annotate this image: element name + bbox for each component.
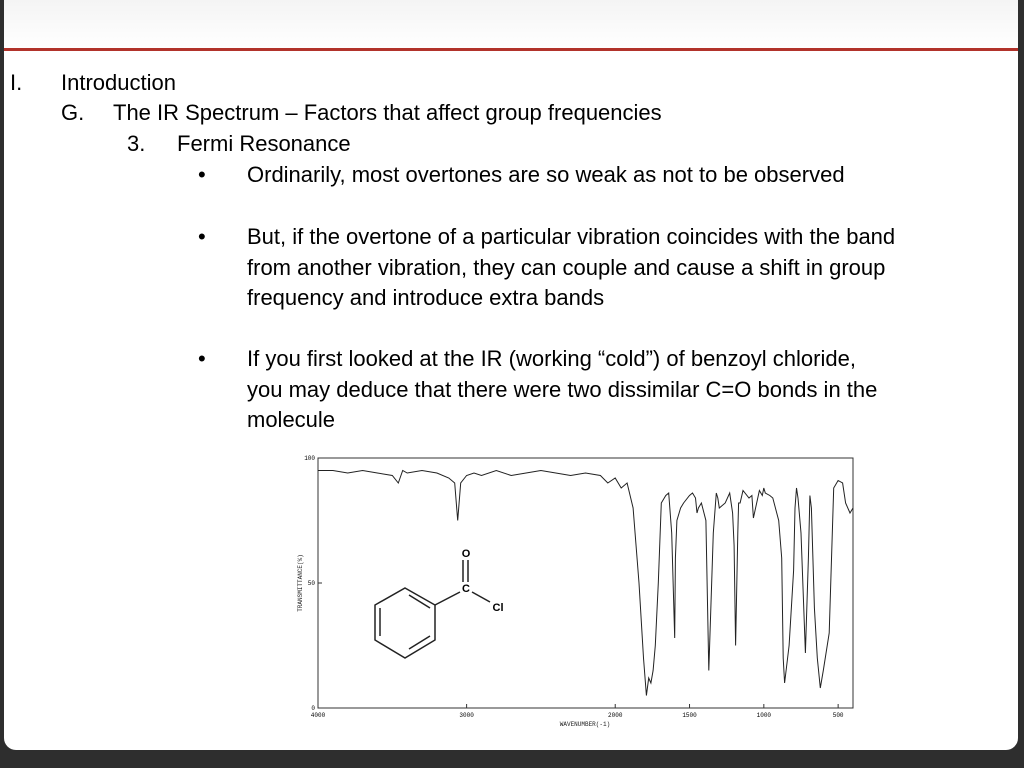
bullet-text-line: molecule [247, 407, 336, 432]
x-tick-label: 4000 [310, 712, 326, 719]
x-axis-label: WAVENUMBER(-1) [559, 721, 611, 728]
bullet-text-line: If you first looked at the IR (working “cold”) of benzoyl chloride, [247, 346, 856, 371]
atom-chlorine: Cl [492, 602, 504, 614]
benzene-ring [375, 588, 435, 658]
header-band [4, 0, 1018, 48]
bullet-symbol: • [198, 224, 206, 249]
y-tick-label: 50 [307, 580, 315, 587]
outline-heading-2: The IR Spectrum – Factors that affect group frequencies [113, 100, 662, 125]
bullet-text-line: But, if the overtone of a particular vibration coincides with the band [247, 224, 896, 249]
outline-marker-2: G. [61, 100, 85, 125]
bullet-symbol: • [198, 162, 206, 187]
outline-marker-1: I. [10, 70, 23, 95]
y-tick-label: 100 [304, 455, 315, 462]
outline-heading-3: Fermi Resonance [177, 131, 351, 156]
x-tick-label: 1500 [682, 712, 697, 719]
outline-marker-3: 3. [127, 131, 146, 156]
atom-carbon: C [462, 583, 470, 595]
x-tick-label: 3000 [459, 712, 474, 719]
y-axis-label: TRANSMITTANCE(%) [297, 554, 304, 612]
bullet-text-line: you may deduce that there were two dissimilar C=O bonds in the [247, 377, 878, 402]
bullet-symbol: • [198, 346, 206, 371]
accent-line [4, 48, 1018, 51]
x-tick-label: 1000 [756, 712, 772, 719]
outline-heading-1: Introduction [61, 70, 176, 95]
benzoyl-chloride-structure [362, 540, 522, 670]
bullet-text-line: from another vibration, they can couple and cause a shift in group [247, 255, 886, 280]
atom-oxygen: O [461, 548, 471, 560]
x-tick-label: 500 [832, 712, 844, 719]
slide [4, 0, 1018, 750]
x-tick-label: 2000 [608, 712, 623, 719]
bullet-text-line: frequency and introduce extra bands [247, 285, 605, 310]
y-tick-label: 0 [311, 705, 315, 712]
bullet-text-line: Ordinarily, most overtones are so weak as not to be observed [247, 162, 845, 187]
